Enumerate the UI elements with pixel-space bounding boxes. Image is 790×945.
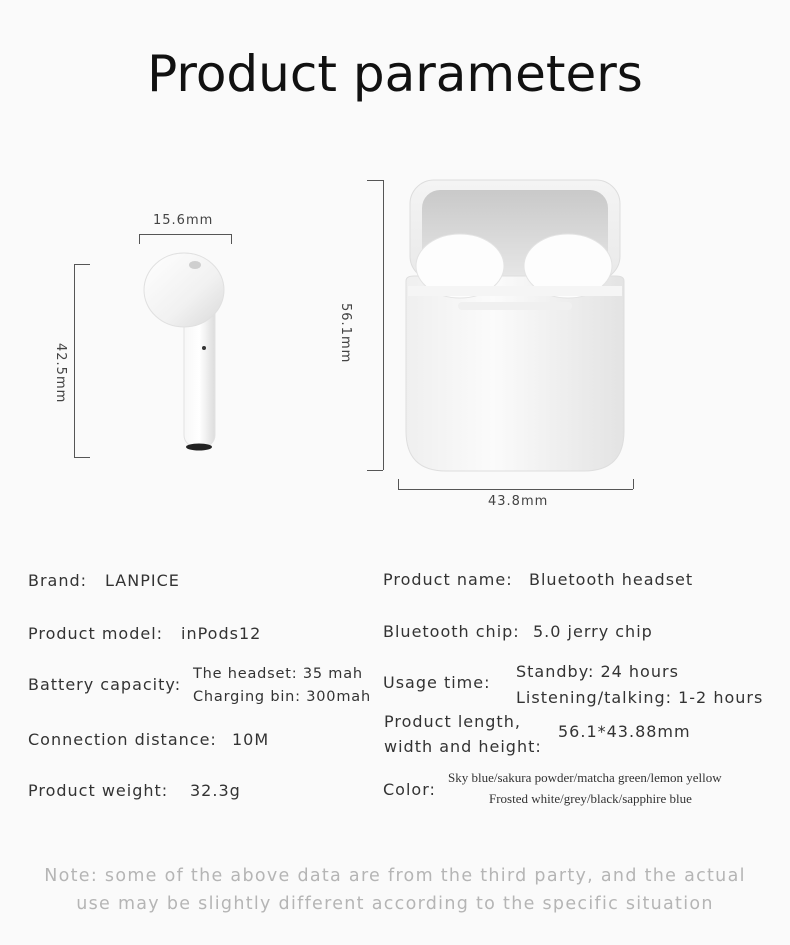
model-label: Product model: bbox=[28, 624, 164, 643]
chip-label: Bluetooth chip: bbox=[383, 622, 520, 641]
case-width-line bbox=[398, 489, 633, 490]
case-width-label: 43.8mm bbox=[488, 494, 549, 509]
earbud-height-line bbox=[74, 264, 75, 457]
earbud-width-line bbox=[139, 234, 231, 235]
weight-label: Product weight: bbox=[28, 781, 169, 800]
note-line1: Note: some of the above data are from the third party, and the actual bbox=[44, 866, 746, 886]
earbud-width-tick-right bbox=[231, 234, 232, 244]
case-height-tick-top bbox=[367, 180, 383, 181]
battery-label: Battery capacity: bbox=[28, 675, 182, 694]
model-value: inPods12 bbox=[181, 624, 262, 643]
earbud-height-label: 42.5mm bbox=[53, 343, 68, 404]
brand-value: LANPICE bbox=[105, 571, 180, 590]
product-name-label: Product name: bbox=[383, 570, 513, 589]
page-title: Product parameters bbox=[147, 45, 643, 103]
note bbox=[0, 862, 790, 918]
distance-label: Connection distance: bbox=[28, 730, 217, 749]
product-name-value: Bluetooth headset bbox=[529, 570, 694, 589]
usage-standby: Standby: 24 hours bbox=[516, 662, 679, 681]
earbud-width-tick-left bbox=[139, 234, 140, 244]
color-label: Color: bbox=[383, 780, 436, 799]
earbud-width-label: 15.6mm bbox=[153, 213, 214, 228]
weight-value: 32.3g bbox=[190, 781, 241, 800]
color-line1: Sky blue/sakura powder/matcha green/lemon yellow bbox=[448, 770, 722, 785]
chip-value: 5.0 jerry chip bbox=[533, 622, 653, 641]
note-line2: use may be slightly different according to the specific situation bbox=[76, 894, 714, 914]
size-label-line1: Product length, bbox=[384, 712, 521, 731]
size-value: 56.1*43.88mm bbox=[558, 722, 691, 741]
case-width-tick-left bbox=[398, 479, 399, 489]
case-height-tick-bottom bbox=[367, 470, 383, 471]
color-line2: Frosted white/grey/black/sapphire blue bbox=[489, 791, 692, 806]
battery-bin: Charging bin: 300mah bbox=[193, 689, 371, 705]
charging-case-image bbox=[404, 176, 628, 474]
usage-talk: Listening/talking: 1-2 hours bbox=[516, 688, 764, 707]
distance-value: 10M bbox=[232, 730, 270, 749]
case-height-label: 56.1mm bbox=[338, 303, 353, 364]
battery-headset: The headset: 35 mah bbox=[193, 666, 363, 682]
earbud-height-tick-top bbox=[74, 264, 90, 265]
brand-label: Brand: bbox=[28, 571, 88, 590]
earbud-image bbox=[138, 245, 228, 460]
size-label-line2: width and height: bbox=[384, 737, 542, 756]
earbud-height-tick-bottom bbox=[74, 457, 90, 458]
case-width-tick-right bbox=[633, 479, 634, 489]
usage-label: Usage time: bbox=[383, 673, 491, 692]
case-height-line bbox=[383, 180, 384, 470]
